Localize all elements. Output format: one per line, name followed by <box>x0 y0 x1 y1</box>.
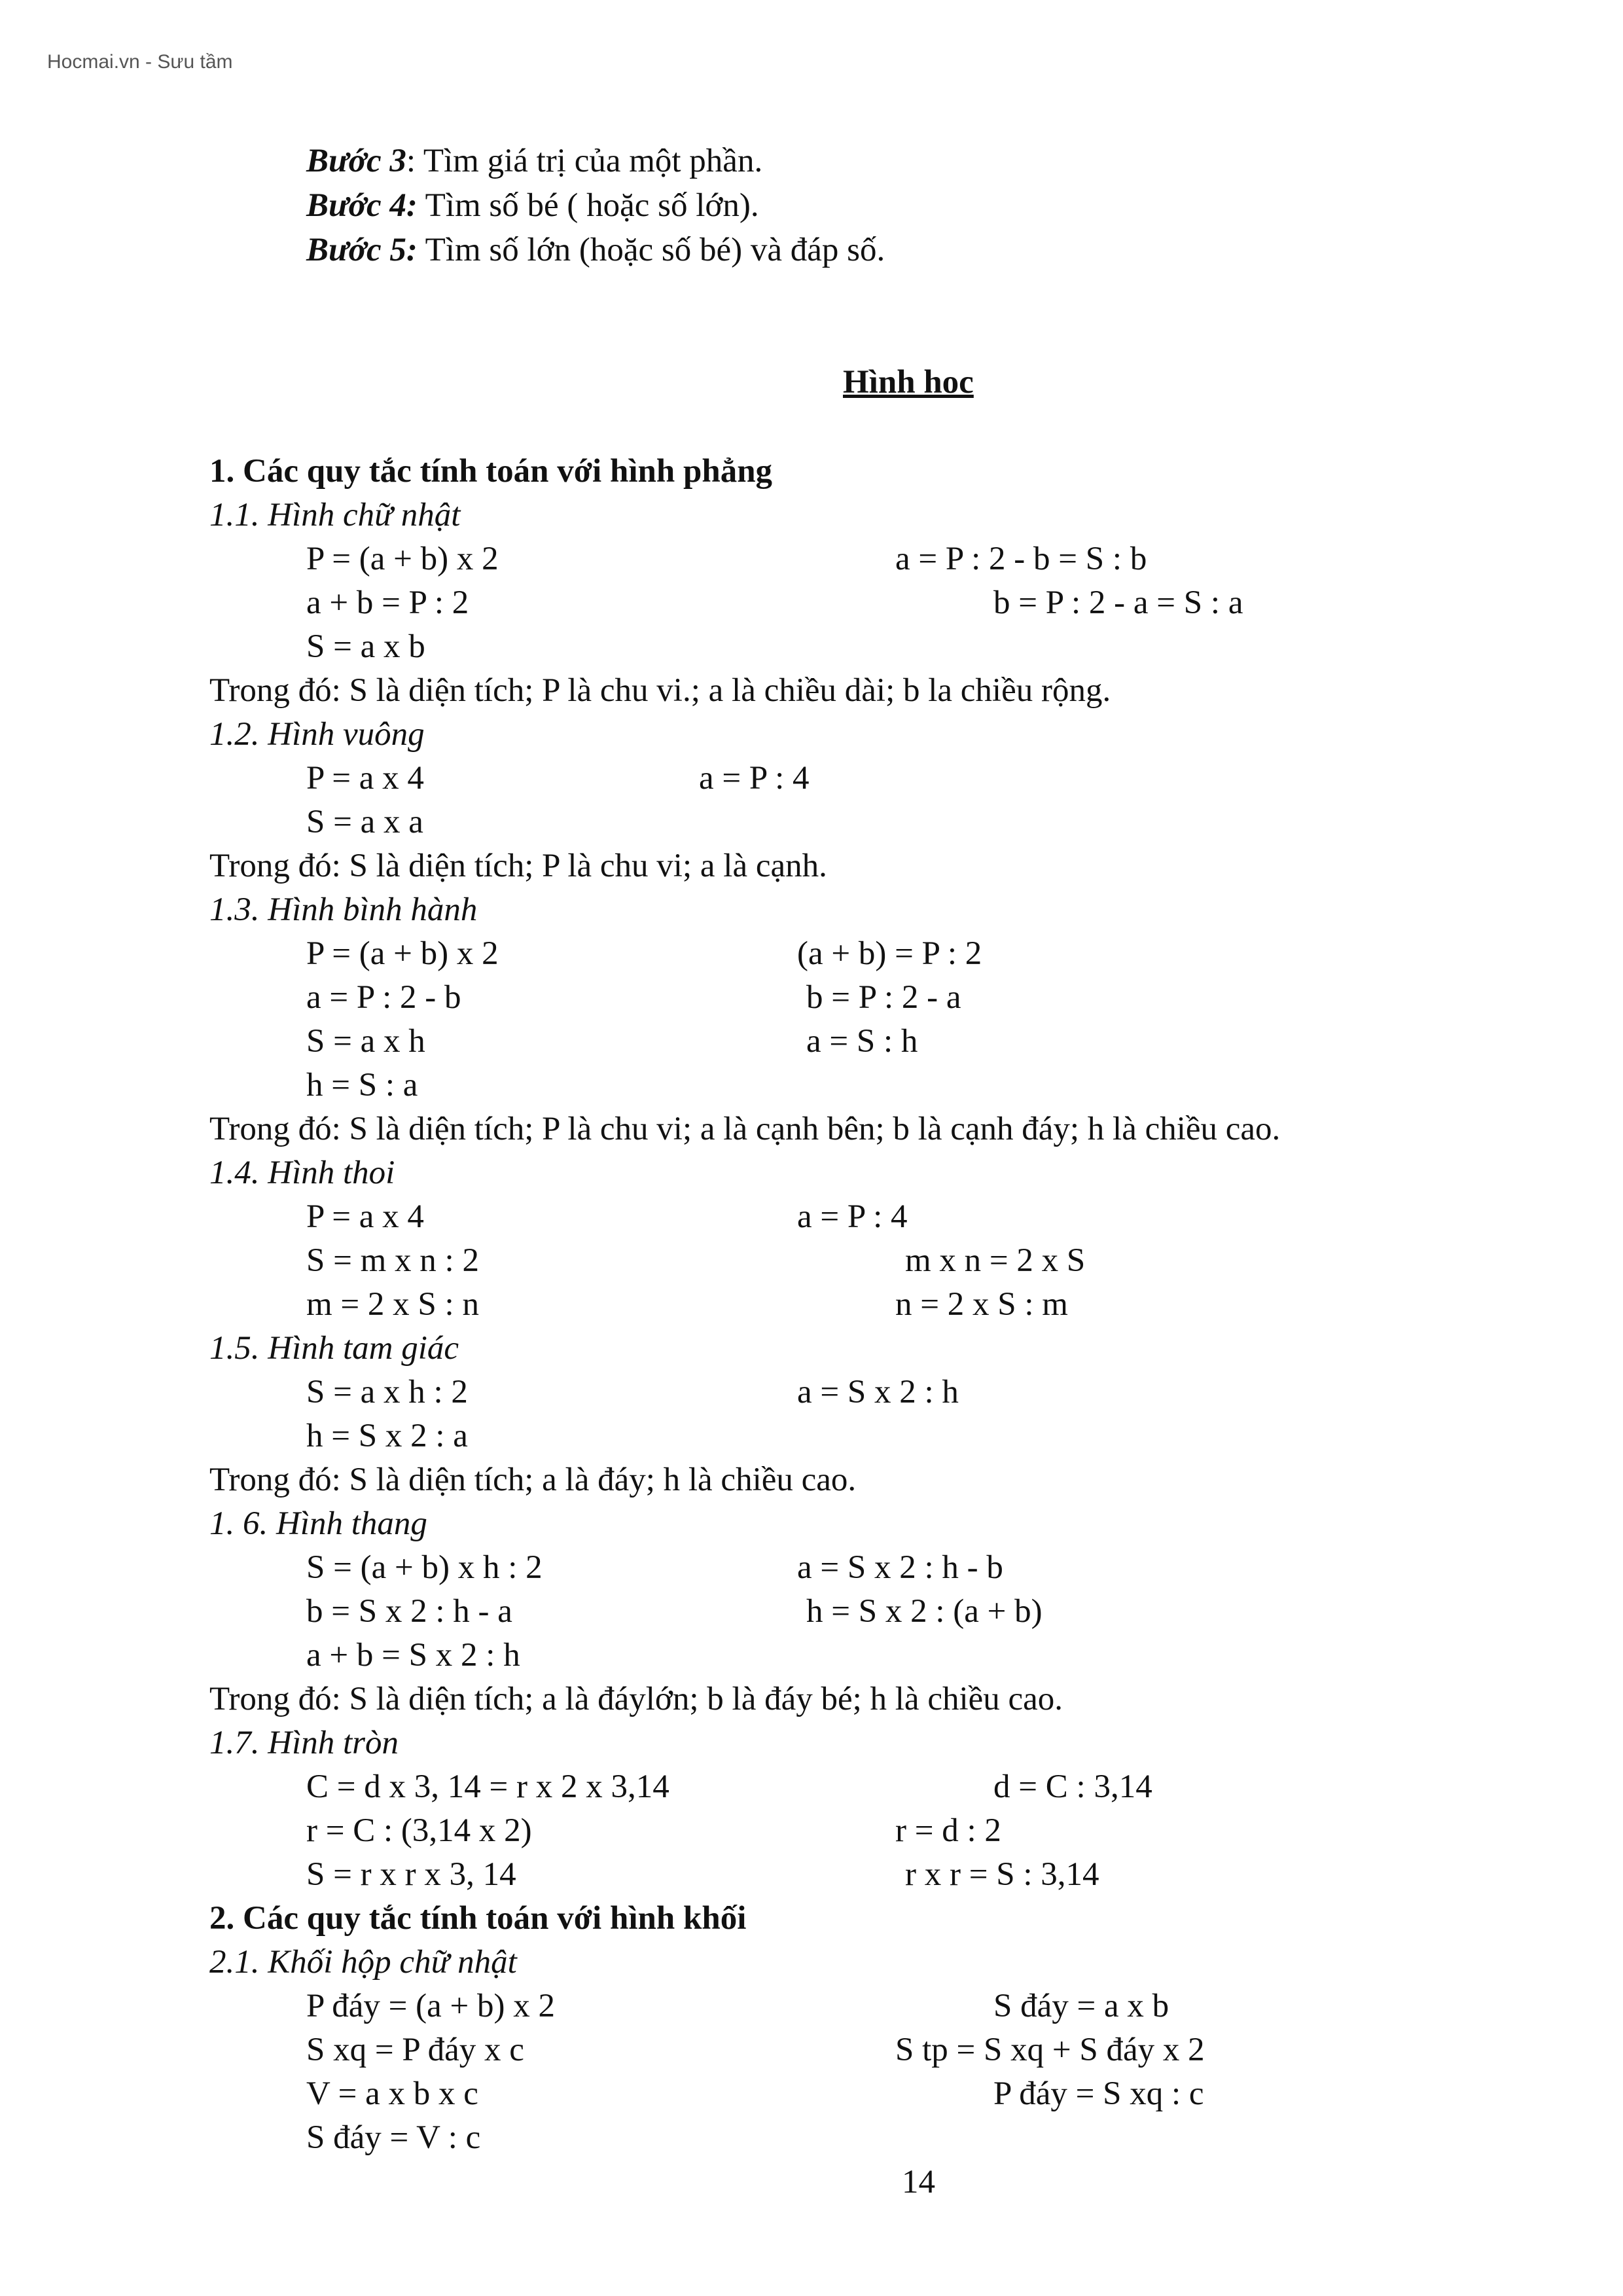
formula: S đáy = a x b <box>993 1988 1169 2024</box>
formula: S = a x a <box>306 804 423 840</box>
formula: P đáy = (a + b) x 2 <box>306 1988 555 2024</box>
formula: n = 2 x S : m <box>895 1286 1068 1323</box>
section-2-heading: 2. Các quy tắc tính toán với hình khối <box>209 1900 747 1937</box>
formula: h = S x 2 : (a + b) <box>806 1593 1043 1630</box>
step-3 <box>306 140 762 182</box>
subsection-1-7-heading: 1.7. Hình tròn <box>209 1725 399 1761</box>
step-text: : Tìm giá trị của một phần. <box>406 143 763 179</box>
formula: b = P : 2 - a <box>806 979 961 1016</box>
note: Trong đó: S là diện tích; a là đáylớn; b là đáy bé; h là chiều cao. <box>209 1681 1063 1717</box>
subsection-1-3-heading: 1.3. Hình bình hành <box>209 891 478 928</box>
formula: P đáy = S xq : c <box>993 2075 1204 2112</box>
formula: a = P : 4 <box>797 1198 908 1235</box>
formula: P = a x 4 <box>306 760 424 797</box>
step-label: Bước 5: <box>306 232 418 268</box>
formula: a = P : 4 <box>699 760 810 797</box>
step-label: Bước 3 <box>306 143 406 179</box>
step-5 <box>306 229 885 271</box>
note: Trong đó: S là diện tích; P là chu vi.; a là chiều dài; b la chiều rộng. <box>209 672 1111 709</box>
formula: h = S : a <box>306 1067 418 1103</box>
formula: S đáy = V : c <box>306 2119 481 2156</box>
formula: S xq = P đáy x c <box>306 2032 524 2068</box>
formula: a = S x 2 : h - b <box>797 1549 1003 1586</box>
note: Trong đó: S là diện tích; P là chu vi; a là cạnh. <box>209 848 827 884</box>
formula: P = (a + b) x 2 <box>306 541 499 577</box>
formula: m = 2 x S : n <box>306 1286 479 1323</box>
formula: S = a x b <box>306 628 425 665</box>
step-text: Tìm số bé ( hoặc số lớn). <box>417 187 759 224</box>
formula: a + b = P : 2 <box>306 584 469 621</box>
formula: S = m x n : 2 <box>306 1242 479 1279</box>
subsection-1-4-heading: 1.4. Hình thoi <box>209 1155 395 1191</box>
formula: P = (a + b) x 2 <box>306 935 499 972</box>
step-text: Tìm số lớn (hoặc số bé) và đáp số. <box>417 232 885 268</box>
formula: r x r = S : 3,14 <box>905 1856 1099 1893</box>
formula: r = d : 2 <box>895 1812 1001 1849</box>
formula: S = (a + b) x h : 2 <box>306 1549 543 1586</box>
formula: r = C : (3,14 x 2) <box>306 1812 532 1849</box>
subsection-1-2-heading: 1.2. Hình vuông <box>209 716 425 753</box>
page-number: 14 <box>902 2164 935 2200</box>
formula: a = S x 2 : h <box>797 1374 959 1410</box>
subsection-1-1-heading: 1.1. Hình chữ nhật <box>209 497 461 533</box>
formula: h = S x 2 : a <box>306 1418 468 1454</box>
formula: m x n = 2 x S <box>905 1242 1086 1279</box>
formula: S = a x h <box>306 1023 425 1060</box>
watermark: Hocmai.vn - Sưu tầm <box>47 51 233 73</box>
formula: C = d x 3, 14 = r x 2 x 3,14 <box>306 1768 669 1805</box>
formula: S tp = S xq + S đáy x 2 <box>895 2032 1205 2068</box>
formula: a = S : h <box>806 1023 918 1060</box>
formula: S = r x r x 3, 14 <box>306 1856 516 1893</box>
formula: S = a x h : 2 <box>306 1374 468 1410</box>
step-label: Bước 4: <box>306 187 418 224</box>
step-4 <box>306 185 759 226</box>
subsection-1-6-heading: 1. 6. Hình thang <box>209 1505 427 1542</box>
formula: (a + b) = P : 2 <box>797 935 982 972</box>
formula: d = C : 3,14 <box>993 1768 1152 1805</box>
note: Trong đó: S là diện tích; P là chu vi; a là cạnh bên; b là cạnh đáy; h là chiều cao. <box>209 1111 1281 1147</box>
formula: a + b = S x 2 : h <box>306 1637 520 1674</box>
note: Trong đó: S là diện tích; a là đáy; h là chiều cao. <box>209 1462 857 1498</box>
formula: V = a x b x c <box>306 2075 478 2112</box>
formula: P = a x 4 <box>306 1198 424 1235</box>
formula: a = P : 2 - b <box>306 979 461 1016</box>
subsection-2-1-heading: 2.1. Khối hộp chữ nhật <box>209 1944 517 1981</box>
formula: b = P : 2 - a = S : a <box>993 584 1243 621</box>
page-title: Hình hoc <box>843 364 974 401</box>
formula: b = S x 2 : h - a <box>306 1593 512 1630</box>
section-1-heading: 1. Các quy tắc tính toán với hình phẳng <box>209 453 773 490</box>
formula: a = P : 2 - b = S : b <box>895 541 1147 577</box>
subsection-1-5-heading: 1.5. Hình tam giác <box>209 1330 459 1367</box>
